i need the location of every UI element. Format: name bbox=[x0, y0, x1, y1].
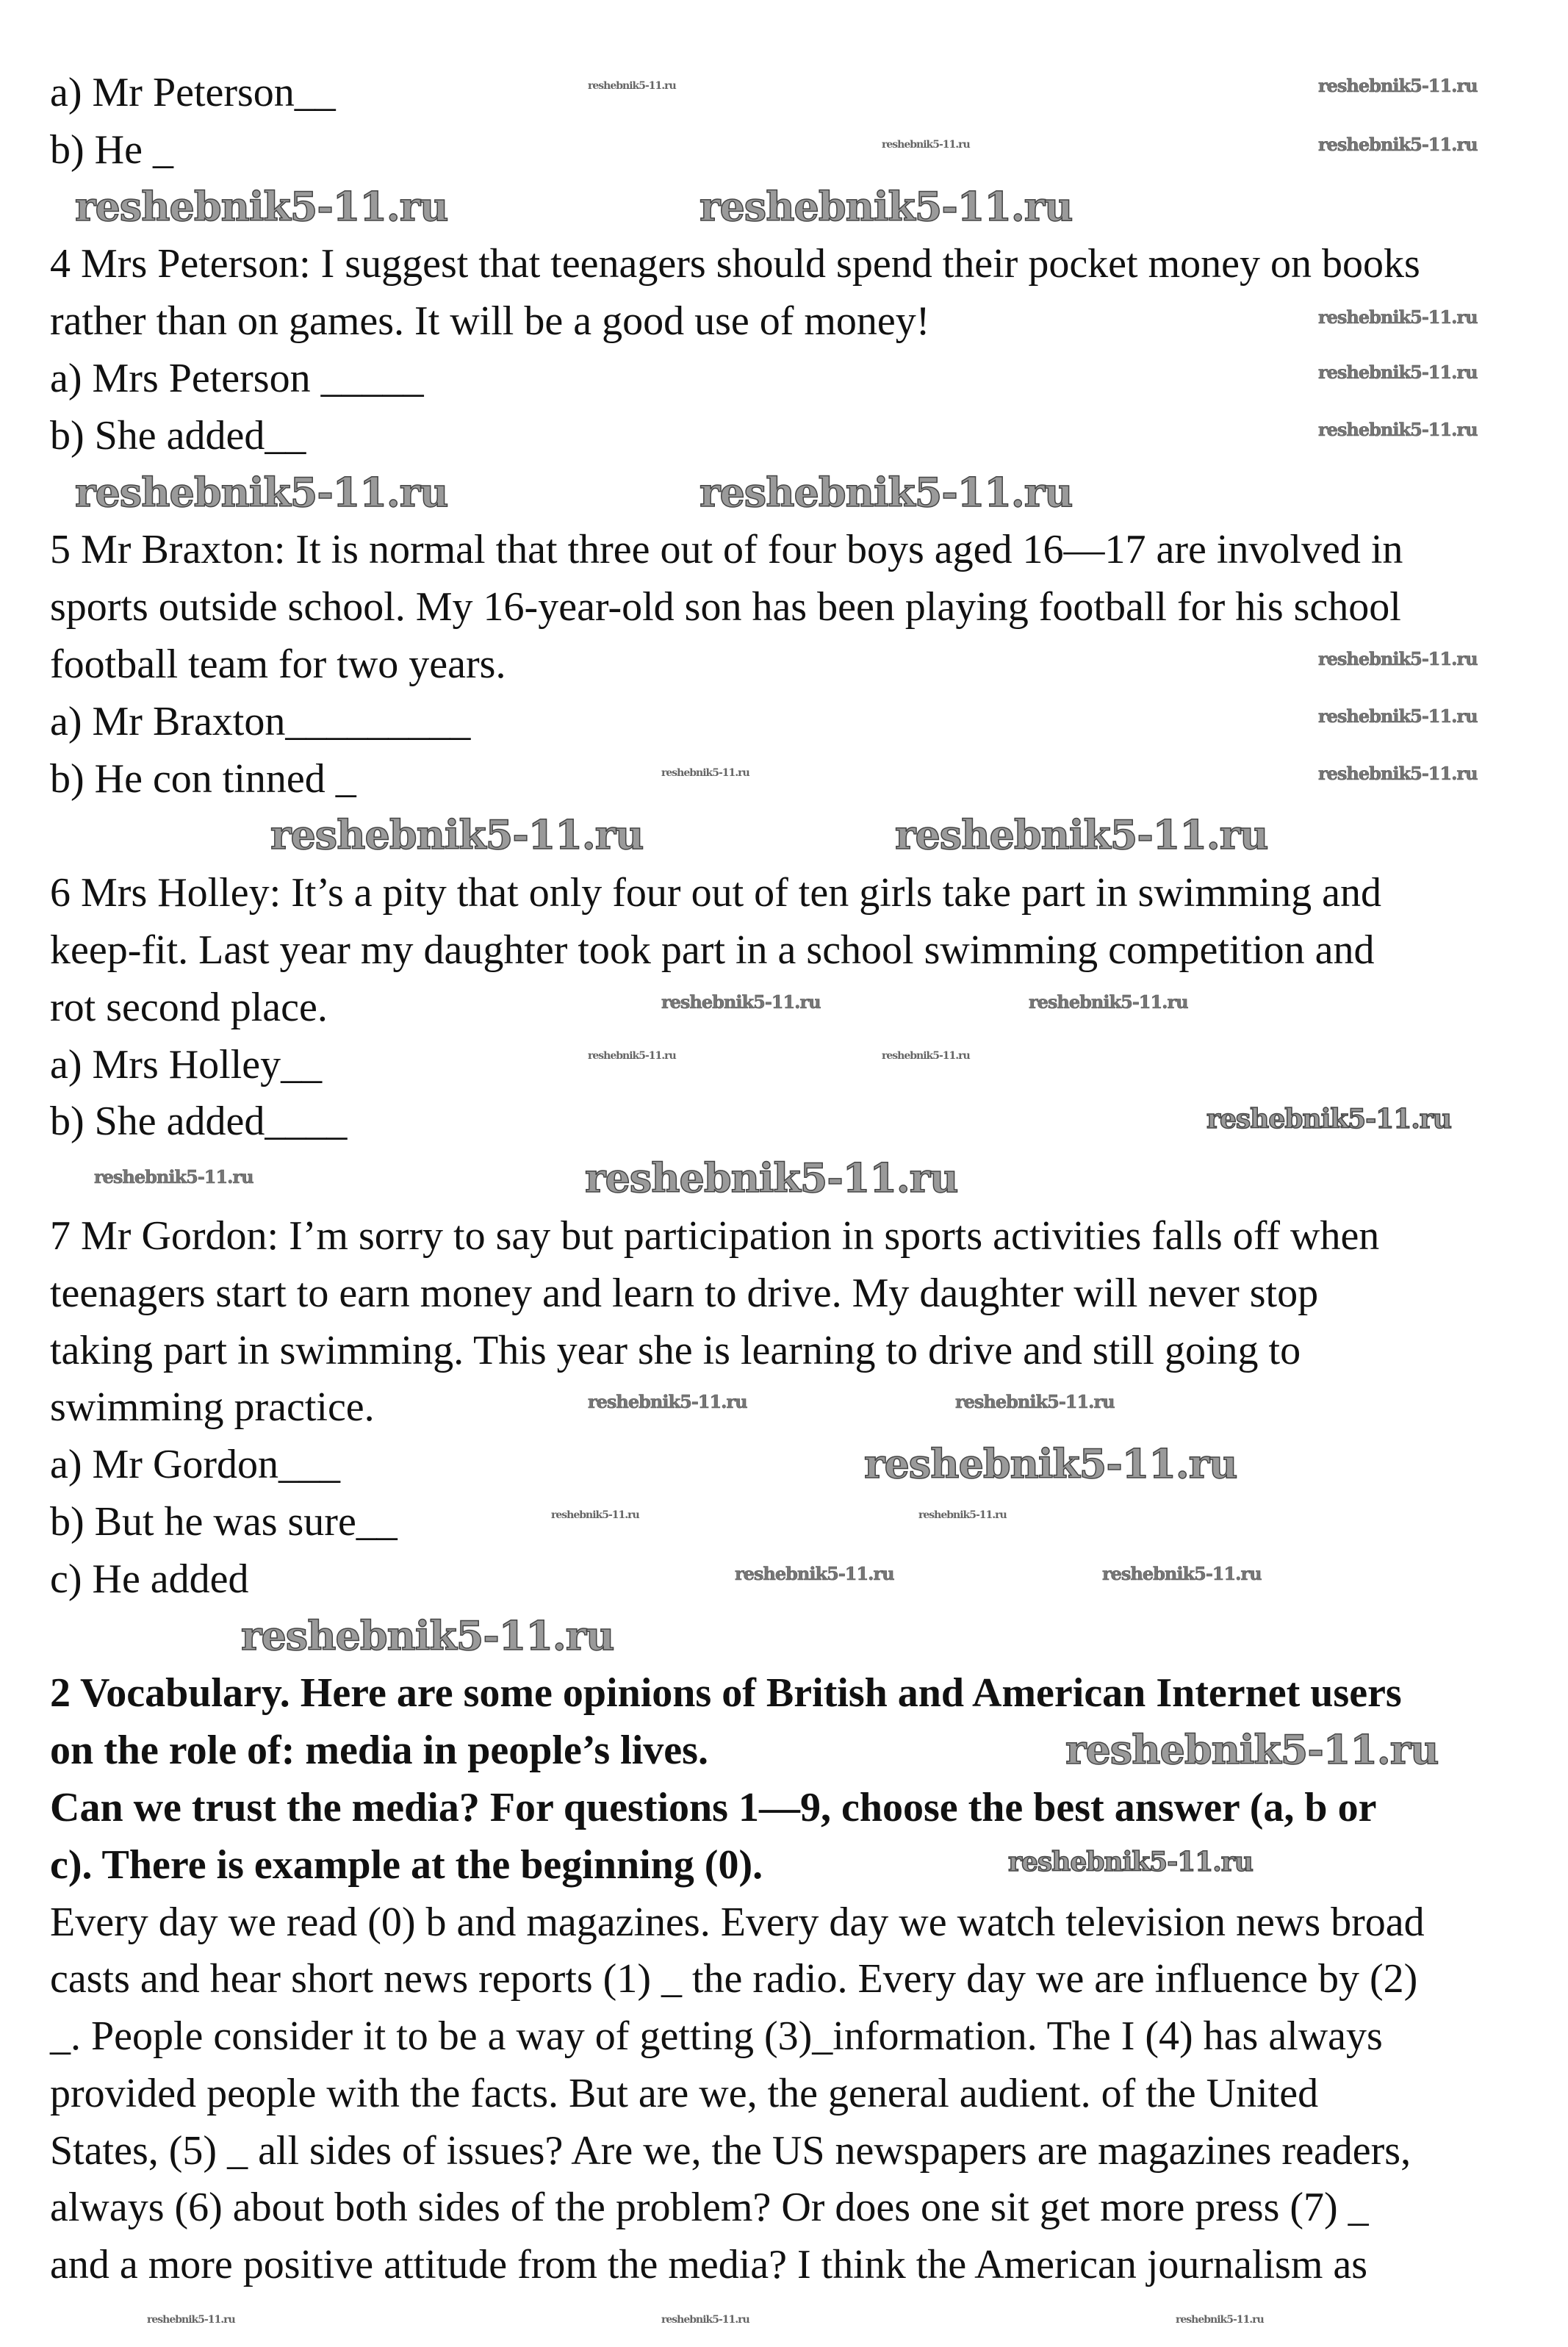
statement-line: rather than on games. It will be a good use of money! bbox=[50, 298, 930, 345]
statement-line: teenagers start to earn money and learn to drive. My daughter will never stop bbox=[50, 1270, 1319, 1316]
watermark: reshebnik5-11.ru bbox=[918, 1509, 1007, 1521]
watermark: reshebnik5-11.ru bbox=[588, 1391, 747, 1412]
watermark: reshebnik5-11.ru bbox=[1318, 362, 1478, 383]
watermark: reshebnik5-11.ru bbox=[661, 767, 749, 779]
watermark: reshebnik5-11.ru bbox=[94, 1166, 253, 1187]
answer-line: a) Mr Peterson__ bbox=[50, 70, 336, 115]
answer-line: b) He con tinned _ bbox=[50, 755, 356, 802]
watermark: reshebnik5-11.ru bbox=[1318, 306, 1478, 328]
statement-line: 6 Mrs Holley: It’s a pity that only four out of ten girls take part in swimming and bbox=[50, 870, 1381, 916]
task-text-line: provided people with the facts. But are we, the general audient. of the United bbox=[50, 2070, 1319, 2116]
watermark: reshebnik5-11.ru bbox=[895, 811, 1268, 858]
answer-line: b) She added__ bbox=[50, 412, 306, 459]
watermark: reshebnik5-11.ru bbox=[270, 811, 644, 858]
statement-line: 4 Mrs Peterson: I suggest that teenagers should spend their pocket money on books bbox=[50, 241, 1420, 287]
answer-line: b) She added____ bbox=[50, 1099, 348, 1145]
watermark: reshebnik5-11.ru bbox=[1206, 1104, 1451, 1135]
statement-line: taking part in swimming. This year she is learning to drive and still going to bbox=[50, 1327, 1301, 1373]
statement-line: swimming practice. bbox=[50, 1384, 375, 1431]
watermark: reshebnik5-11.ru bbox=[147, 2314, 235, 2326]
watermark: reshebnik5-11.ru bbox=[75, 183, 448, 230]
answer-line: b) But he was sure__ bbox=[50, 1498, 398, 1545]
statement-line: keep-fit. Last year my daughter took part in a school swimming competition and bbox=[50, 927, 1375, 973]
watermark: reshebnik5-11.ru bbox=[955, 1391, 1115, 1412]
answer-line: a) Mrs Peterson _____ bbox=[50, 355, 424, 401]
watermark: reshebnik5-11.ru bbox=[75, 469, 448, 516]
watermark: reshebnik5-11.ru bbox=[1102, 1563, 1262, 1584]
watermark: reshebnik5-11.ru bbox=[864, 1440, 1237, 1487]
watermark: reshebnik5-11.ru bbox=[1318, 134, 1478, 155]
watermark: reshebnik5-11.ru bbox=[588, 1050, 676, 1062]
watermark: reshebnik5-11.ru bbox=[585, 1154, 958, 1201]
statement-line: rot second place. bbox=[50, 984, 328, 1030]
statement-line: football team for two years. bbox=[50, 641, 506, 687]
task-heading-line: 2 Vocabulary. Here are some opinions of British and American Internet users bbox=[50, 1670, 1402, 1717]
watermark: reshebnik5-11.ru bbox=[1029, 991, 1188, 1013]
task-heading-line: Can we trust the media? For questions 1—9, choose the best answer (a, b or bbox=[50, 1784, 1377, 1830]
watermark: reshebnik5-11.ru bbox=[241, 1612, 614, 1659]
statement-line: 7 Mr Gordon: I’m sorry to say but participation in sports activities falls off when bbox=[50, 1212, 1380, 1259]
answer-line: a) Mr Gordon___ bbox=[50, 1442, 341, 1488]
watermark: reshebnik5-11.ru bbox=[1065, 1726, 1439, 1773]
watermark: reshebnik5-11.ru bbox=[1318, 705, 1478, 727]
watermark: reshebnik5-11.ru bbox=[700, 183, 1073, 230]
watermark: reshebnik5-11.ru bbox=[882, 139, 970, 151]
task-text-line: Every day we read (0) b and magazines. Every day we watch television news broad bbox=[50, 1899, 1425, 1945]
answer-line: a) Mrs Holley__ bbox=[50, 1041, 323, 1088]
watermark: reshebnik5-11.ru bbox=[1318, 75, 1478, 96]
task-text-line: States, (5) _ all sides of issues? Are we, the US newspapers are magazines readers, bbox=[50, 2127, 1411, 2174]
watermark: reshebnik5-11.ru bbox=[1008, 1847, 1253, 1877]
watermark: reshebnik5-11.ru bbox=[700, 469, 1073, 516]
watermark: reshebnik5-11.ru bbox=[551, 1509, 639, 1521]
statement-line: sports outside school. My 16-year-old son has been playing football for his school bbox=[50, 584, 1401, 630]
task-text-line: _. People consider it to be a way of getting (3)_information. The I (4) has always bbox=[50, 2013, 1383, 2060]
watermark: reshebnik5-11.ru bbox=[735, 1563, 894, 1584]
answer-line: b) He _ bbox=[50, 126, 173, 173]
task-heading-line: on the role of: media in people’s lives. bbox=[50, 1728, 708, 1774]
watermark: reshebnik5-11.ru bbox=[1318, 763, 1478, 784]
watermark: reshebnik5-11.ru bbox=[1176, 2314, 1264, 2326]
statement-line: 5 Mr Braxton: It is normal that three out of four boys aged 16—17 are involved in bbox=[50, 527, 1403, 573]
watermark: reshebnik5-11.ru bbox=[661, 991, 821, 1013]
watermark: reshebnik5-11.ru bbox=[1318, 419, 1478, 440]
watermark: reshebnik5-11.ru bbox=[588, 80, 676, 92]
task-text-line: always (6) about both sides of the problem? Or does one sit get more press (7) _ bbox=[50, 2185, 1369, 2231]
watermark: reshebnik5-11.ru bbox=[882, 1050, 970, 1062]
answer-line: c) He added bbox=[50, 1556, 249, 1602]
task-text-line: casts and hear short news reports (1) _ the radio. Every day we are influence by (2) bbox=[50, 1956, 1418, 2002]
answer-line: a) Mr Braxton_________ bbox=[50, 698, 471, 744]
task-heading-line: c). There is example at the beginning (0). bbox=[50, 1841, 763, 1888]
watermark: reshebnik5-11.ru bbox=[661, 2314, 749, 2326]
task-text-line: and a more positive attitude from the media? I think the American journalism as bbox=[50, 2242, 1368, 2288]
watermark: reshebnik5-11.ru bbox=[1318, 648, 1478, 669]
